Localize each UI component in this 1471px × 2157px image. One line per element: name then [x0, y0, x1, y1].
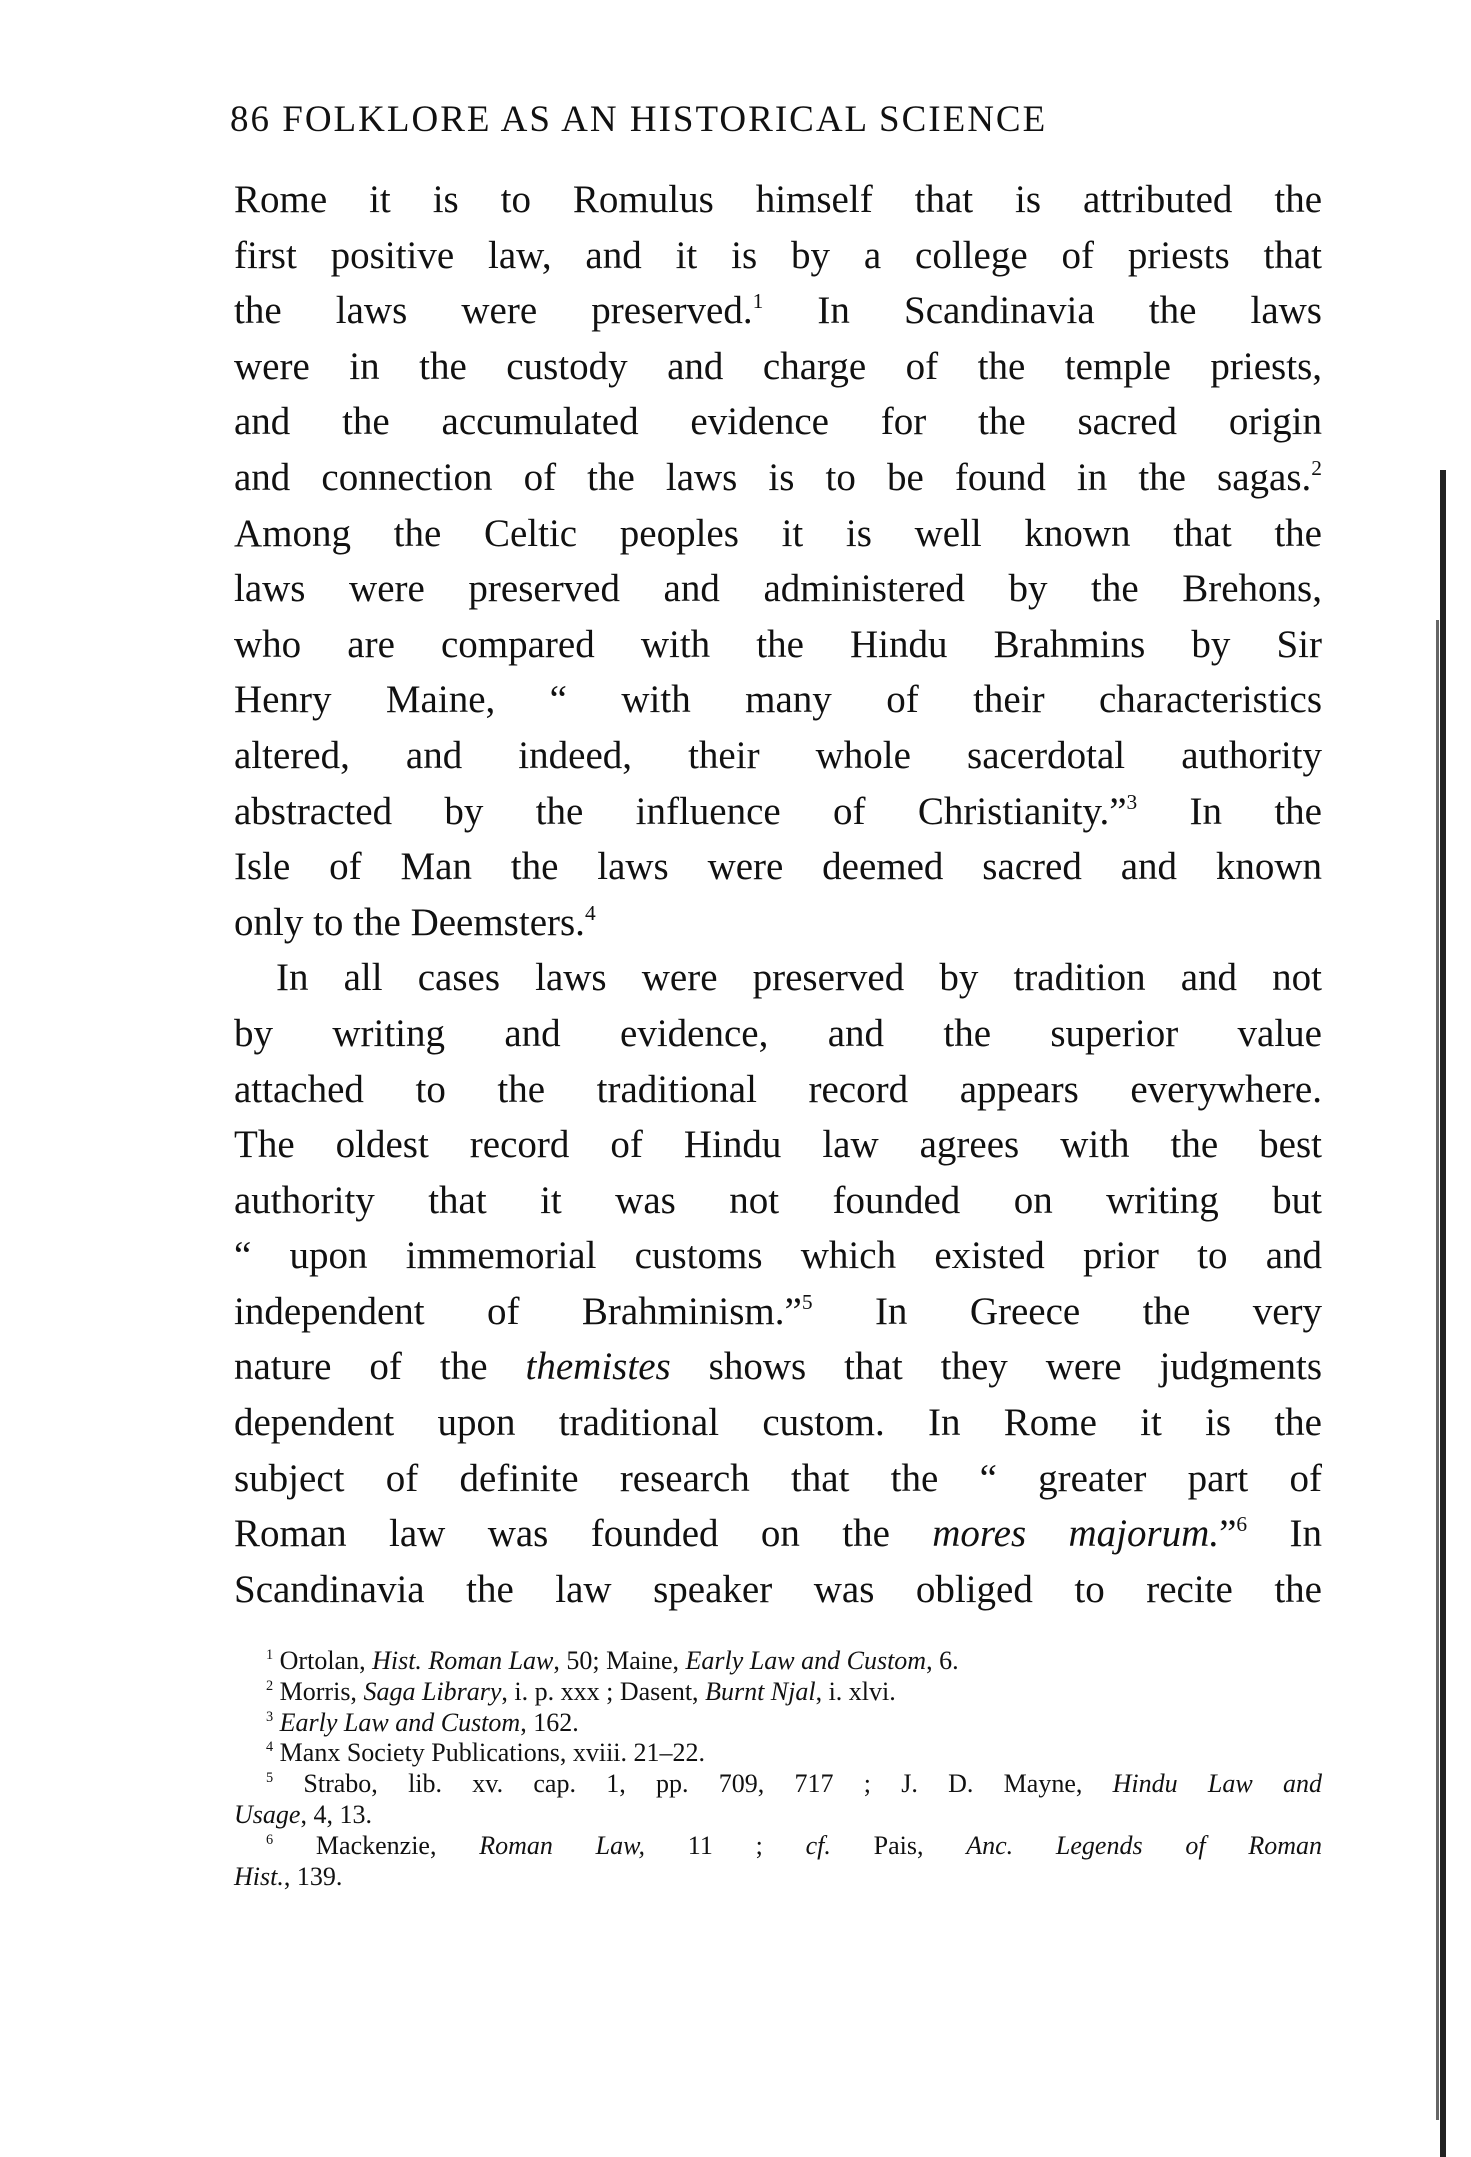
text-run: subject of definite research that the “ greater part of — [234, 1456, 1322, 1500]
footnote-marker: 1 — [752, 289, 764, 314]
italic-text: Hindu Law and — [1112, 1769, 1322, 1799]
text-run: Henry Maine, “ with many of their characteristics — [234, 678, 1322, 722]
text-run: , i. p. xxx ; Dasent, — [501, 1676, 706, 1706]
text-run: Ortolan, — [273, 1646, 373, 1675]
page-edge-shadow — [1436, 620, 1439, 2120]
footnote-line — [234, 1862, 1322, 1893]
page-number: 86 — [230, 99, 271, 140]
footnote-marker: 1 — [266, 1647, 274, 1663]
body-line — [234, 228, 1322, 284]
text-run: In Scandinavia the laws — [763, 289, 1322, 333]
text-run: Pais, — [830, 1830, 967, 1860]
text-run: altered, and indeed, their whole sacerdotal authority — [234, 733, 1322, 777]
text-run: In — [1247, 1512, 1322, 1556]
footnote-line — [234, 1708, 1322, 1739]
text-run: the laws were preserved. — [234, 289, 753, 333]
body-line — [234, 172, 1322, 228]
body-line — [234, 1228, 1322, 1284]
italic-text: Early Law and Custom — [279, 1707, 521, 1737]
body-line — [234, 1062, 1322, 1118]
text-run: Rome it is to Romulus himself that is attributed the — [234, 178, 1322, 221]
text-run: In the — [1137, 789, 1322, 833]
text-run: first positive law, and it is by a college of priests that — [234, 233, 1322, 277]
footnote-marker: 3 — [1126, 789, 1138, 814]
italic-text: Saga Library — [363, 1676, 502, 1706]
footnote-line — [234, 1831, 1322, 1862]
body-line — [234, 283, 1322, 339]
footnote-line — [234, 1738, 1322, 1769]
text-run: The oldest record of Hindu law agrees with the best — [234, 1123, 1322, 1167]
text-run: Isle of Man the laws were deemed sacred and known — [234, 845, 1322, 889]
text-run: Mackenzie, — [273, 1830, 480, 1860]
footnote-marker: 3 — [266, 1708, 274, 1725]
text-run: “ upon immemorial customs which existed prior to and — [234, 1234, 1322, 1278]
text-run: were in the custody and charge of the temple priests, — [234, 344, 1322, 388]
text-run: In all cases laws were preserved by tradition and not — [276, 956, 1322, 1000]
body-line — [234, 1506, 1322, 1562]
footnote-marker: 6 — [266, 1831, 274, 1848]
text-run: Roman law was founded on the — [234, 1512, 933, 1556]
text-run: and connection of the laws is to be found in the sagas. — [234, 455, 1312, 499]
text-run: , 50; Maine, — [553, 1646, 686, 1675]
body-line — [234, 1339, 1322, 1395]
italic-text: Anc. Legends of Roman — [966, 1830, 1322, 1860]
body-line — [234, 839, 1322, 895]
text-run: , 6. — [926, 1646, 959, 1675]
text-run: In Greece the very — [812, 1289, 1322, 1333]
italic-text: Roman Law, — [479, 1830, 646, 1860]
body-line — [234, 1006, 1322, 1062]
text-run: nature of the — [234, 1345, 526, 1389]
text-run: laws were preserved and administered by the Brehons, — [234, 567, 1322, 611]
italic-text: themistes — [525, 1345, 671, 1389]
body-line — [234, 561, 1322, 617]
footnote-marker: 5 — [801, 1289, 813, 1314]
body-line — [234, 617, 1322, 673]
italic-text: Hist. Roman Law — [372, 1646, 554, 1675]
text-run: authority that it was not founded on writing but — [234, 1178, 1322, 1222]
body-text — [234, 172, 1322, 1617]
text-run: Morris, — [273, 1676, 364, 1706]
body-line — [234, 339, 1322, 395]
text-run: Scandinavia the law speaker was obliged to recite the — [234, 1567, 1322, 1611]
body-line — [234, 1173, 1322, 1229]
footnotes — [234, 1646, 1322, 1892]
body-line — [234, 450, 1322, 506]
body-line — [234, 1451, 1322, 1507]
body-line — [234, 1117, 1322, 1173]
italic-text: Burnt Njal — [705, 1676, 816, 1706]
text-run: , i. xlvi. — [815, 1676, 896, 1706]
text-run: attached to the traditional record appears everywhere. — [234, 1067, 1322, 1111]
italic-text: mores majorum. — [932, 1512, 1220, 1556]
body-line — [234, 950, 1322, 1006]
italic-text: Early Law and Custom — [685, 1646, 927, 1675]
text-run: , 4, 13. — [300, 1799, 372, 1829]
footnote-marker: 2 — [266, 1677, 274, 1694]
text-run: only to the Deemsters. — [234, 900, 585, 944]
text-run: who are compared with the Hindu Brahmins by Sir — [234, 622, 1322, 666]
text-run: dependent upon traditional custom. In Rome it is the — [234, 1401, 1322, 1445]
running-title: FOLKLORE AS AN HISTORICAL SCIENCE — [282, 99, 1048, 140]
footnote-line — [234, 1646, 1322, 1677]
text-run: shows that they were judgments — [670, 1345, 1323, 1389]
italic-text: cf. — [805, 1830, 831, 1860]
body-line — [234, 672, 1322, 728]
body-line — [234, 1562, 1322, 1618]
body-line — [234, 784, 1322, 840]
footnote-marker: 6 — [1236, 1512, 1248, 1537]
text-run: abstracted by the influence of Christianity.” — [234, 789, 1127, 833]
text-run: Strabo, lib. xv. cap. 1, pp. 709, 717 ; J. D. Mayne, — [273, 1769, 1113, 1799]
text-run: Among the Celtic peoples it is well known that the — [234, 511, 1322, 555]
footnote-line — [234, 1677, 1322, 1708]
text-run: , 162. — [520, 1707, 579, 1737]
body-line — [234, 506, 1322, 562]
italic-text: Hist. — [234, 1861, 284, 1891]
footnote-marker: 4 — [266, 1739, 274, 1756]
text-run: 11 ; — [645, 1830, 806, 1860]
text-run: , 139. — [283, 1861, 343, 1891]
footnote-marker: 5 — [266, 1770, 274, 1787]
page-edge — [1440, 470, 1446, 2157]
footnote-line — [234, 1800, 1322, 1831]
text-run: by writing and evidence, and the superior value — [234, 1011, 1322, 1055]
text-run: ” — [1219, 1512, 1237, 1556]
footnote-marker: 2 — [1311, 455, 1322, 480]
body-line — [234, 394, 1322, 450]
italic-text: Usage — [234, 1799, 301, 1829]
body-line — [234, 895, 1322, 951]
running-header — [230, 98, 1240, 141]
body-line — [234, 1284, 1322, 1340]
footnote-marker: 4 — [584, 900, 596, 925]
body-line — [234, 728, 1322, 784]
body-line — [234, 1395, 1322, 1451]
text-run: independent of Brahminism.” — [234, 1289, 802, 1333]
footnote-line — [234, 1769, 1322, 1800]
text-run: Manx Society Publications, xviii. 21–22. — [273, 1738, 706, 1768]
text-run: and the accumulated evidence for the sacred origin — [234, 400, 1322, 444]
